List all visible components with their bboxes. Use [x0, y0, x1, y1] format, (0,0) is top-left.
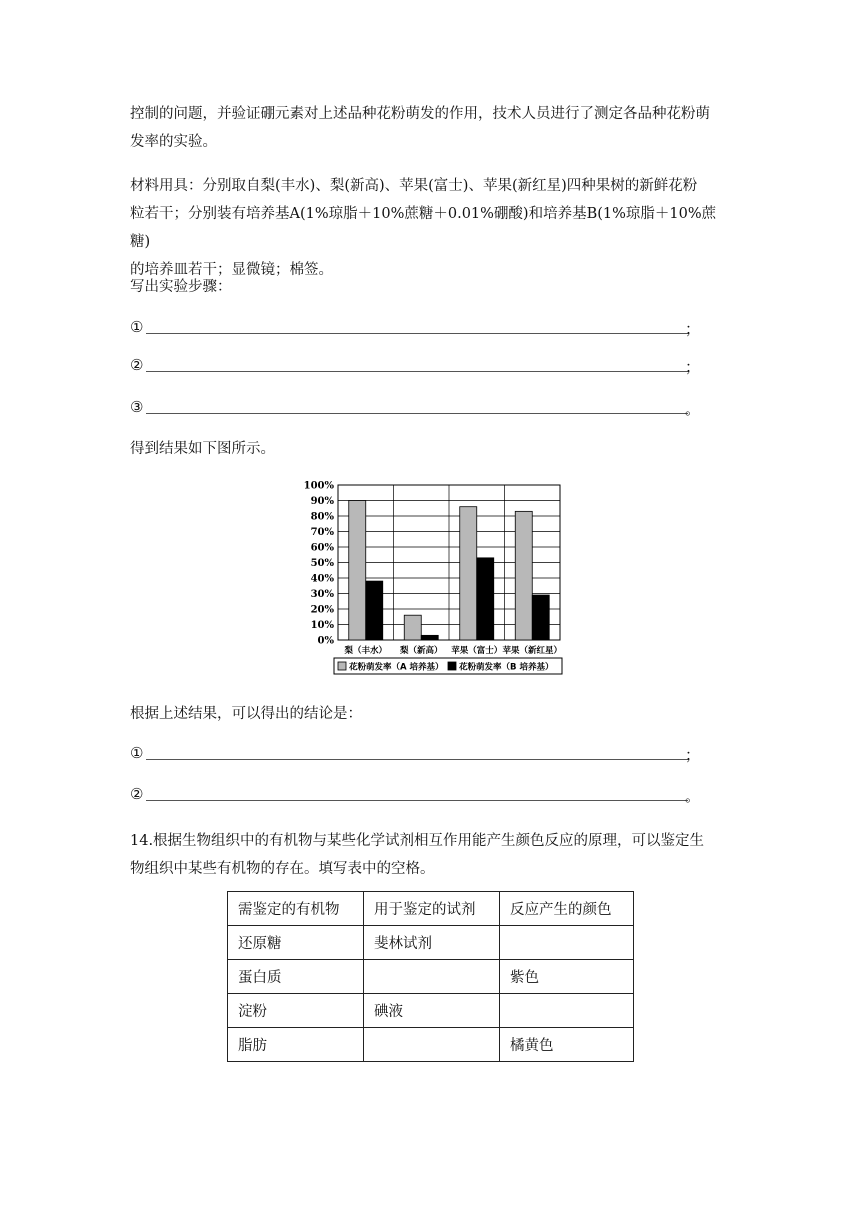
step-end-punct: 。: [684, 400, 700, 418]
y-tick-label: 10%: [310, 620, 334, 631]
table-cell: 斐林试剂: [364, 926, 500, 960]
table-cell: 蛋白质: [228, 960, 364, 994]
y-tick-label: 50%: [310, 558, 334, 569]
y-tick-label: 30%: [310, 589, 334, 600]
y-tick-label: 0%: [317, 635, 334, 647]
conclusion-number: ②: [130, 785, 144, 803]
answer-line: [146, 333, 688, 334]
conclusion-prompt: 根据上述结果，可以得出的结论是：: [130, 706, 362, 722]
table-row: [228, 960, 634, 994]
materials-line-3: 的培养皿若干；显微镜；棉签。: [130, 262, 333, 278]
materials-paragraph: [130, 172, 730, 284]
y-tick-label: 20%: [310, 604, 334, 616]
y-tick-label: 90%: [310, 496, 334, 507]
step-blank-3[interactable]: [130, 398, 700, 418]
table-cell-blank[interactable]: [500, 926, 634, 960]
table-header-cell: 反应产生的颜色: [500, 892, 634, 926]
question-14: [130, 827, 730, 883]
table-header-row: [228, 892, 634, 926]
bar-medium-a: [404, 615, 421, 640]
x-tick-label: 苹果（新红星）: [502, 646, 563, 656]
step-blank-2[interactable]: [130, 356, 700, 376]
bar-medium-a: [349, 501, 366, 641]
legend-swatch: [448, 662, 456, 670]
q14-line-2: 物组织中某些有机物的存在。填写表中的空格。: [130, 861, 435, 877]
y-tick-label: 100%: [303, 480, 334, 492]
intro-line-1: 控制的问题，并验证硼元素对上述品种花粉萌发的作用，技术人员进行了测定各品种花粉萌: [130, 106, 710, 122]
bar-medium-b: [477, 558, 494, 640]
step-end-punct: ；: [684, 320, 700, 338]
bar-medium-a: [460, 507, 477, 640]
conclusion-end-punct: 。: [684, 787, 700, 805]
table-row: [228, 994, 634, 1028]
q14-line-1: 14.根据生物组织中的有机物与某些化学试剂相互作用能产生颜色反应的原理，可以鉴定生: [130, 833, 705, 849]
table-cell-blank[interactable]: [364, 960, 500, 994]
y-tick-label: 80%: [310, 511, 334, 523]
conclusion-blank-2[interactable]: [130, 785, 700, 805]
bar-medium-a: [515, 511, 532, 640]
table-cell: 还原糖: [228, 926, 364, 960]
germination-bar-chart: [292, 478, 572, 678]
steps-prompt: 写出实验步骤：: [130, 279, 232, 295]
x-tick-label: 梨（丰水）: [344, 646, 388, 656]
table-row: [228, 1028, 634, 1062]
conclusion-number: ①: [130, 744, 144, 762]
table-row: [228, 926, 634, 960]
materials-line-2: 粒若干；分别装有培养基A(1%琼脂＋10%蔗糖＋0.01%硼酸)和培养基B(1%琼脂＋10%蔗糖): [130, 206, 717, 250]
intro-line-2: 发率的实验。: [130, 134, 217, 150]
intro-paragraph: [130, 100, 730, 156]
step-number: ③: [130, 398, 144, 416]
x-tick-label: 苹果（富士）: [451, 646, 503, 656]
legend-label: 花粉萌发率（A 培养基）: [349, 662, 444, 673]
y-tick-label: 40%: [310, 573, 334, 585]
answer-line: [146, 371, 688, 372]
answer-line: [146, 800, 688, 801]
table-cell: 脂肪: [228, 1028, 364, 1062]
table-header-cell: 用于鉴定的试剂: [364, 892, 500, 926]
answer-line: [146, 759, 688, 760]
step-number: ①: [130, 318, 144, 336]
conclusion-blank-1[interactable]: [130, 744, 700, 764]
table-cell: 紫色: [500, 960, 634, 994]
x-tick-label: 梨（新高）: [399, 646, 443, 656]
reagent-table: [227, 891, 634, 1062]
step-number: ②: [130, 356, 144, 374]
table-cell-blank[interactable]: [364, 1028, 500, 1062]
table-cell: 橘黄色: [500, 1028, 634, 1062]
table-cell: 碘液: [364, 994, 500, 1028]
bar-medium-b: [421, 635, 438, 640]
table-cell-blank[interactable]: [500, 994, 634, 1028]
legend-label: 花粉萌发率（B 培养基）: [459, 662, 554, 673]
legend-swatch: [338, 662, 346, 670]
y-tick-label: 60%: [310, 542, 334, 554]
table-header-cell: 需鉴定的有机物: [228, 892, 364, 926]
y-tick-label: 70%: [310, 527, 334, 538]
bar-medium-b: [366, 581, 383, 640]
answer-line: [146, 413, 688, 414]
conclusion-end-punct: ；: [684, 746, 700, 764]
table-cell: 淀粉: [228, 994, 364, 1028]
step-blank-1[interactable]: [130, 318, 700, 338]
step-end-punct: ；: [684, 358, 700, 376]
materials-line-1: 材料用具：分别取自梨(丰水)、梨(新高)、苹果(富士)、苹果(新红星)四种果树的新鲜花粉: [130, 178, 698, 194]
bar-medium-b: [532, 595, 549, 640]
result-intro: 得到结果如下图所示。: [130, 441, 275, 457]
